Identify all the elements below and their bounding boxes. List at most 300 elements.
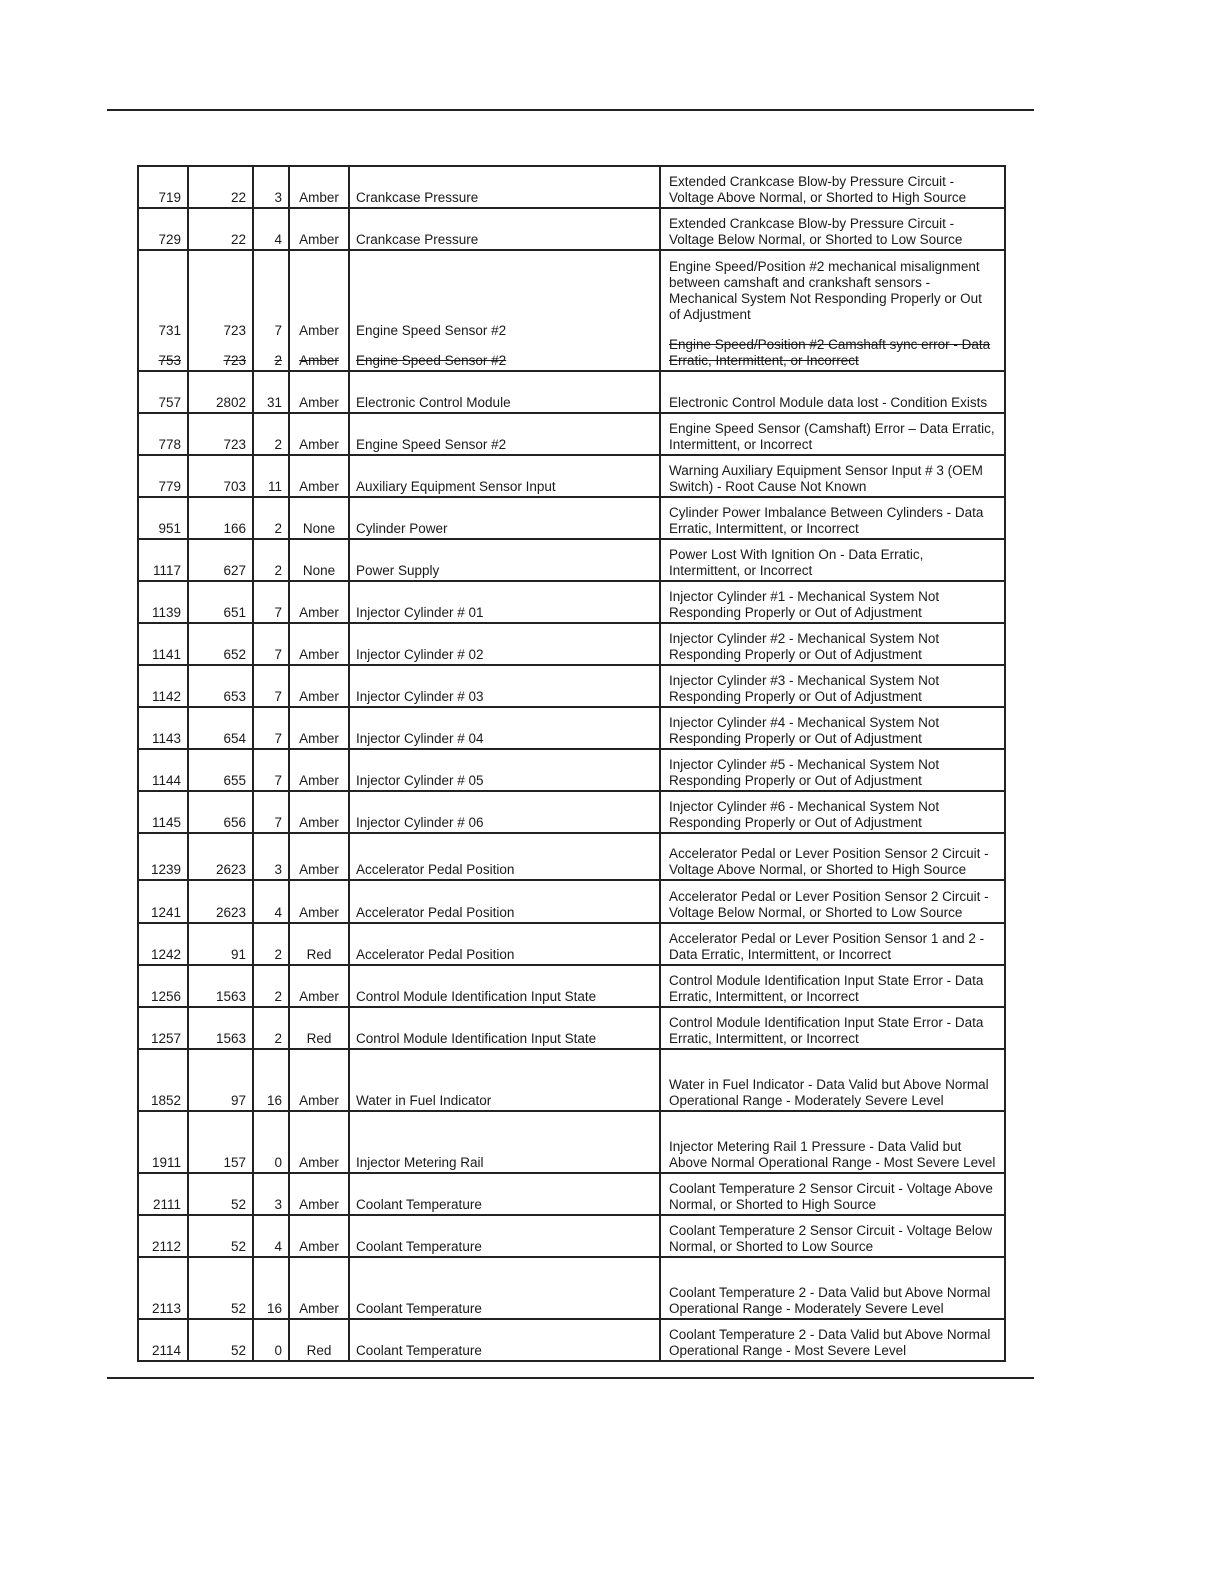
code-text: 729	[158, 232, 181, 247]
component-text: Coolant Temperature	[356, 1301, 482, 1316]
lamp-text: Amber	[299, 773, 339, 788]
fault-code-cell	[138, 665, 188, 707]
code-text: 1117	[152, 563, 181, 578]
fmi-cell	[253, 1111, 289, 1173]
component-text: Cylinder Power	[356, 521, 448, 536]
lamp-text: Red	[306, 947, 332, 962]
description-cell	[660, 455, 1005, 497]
component-cell	[349, 707, 660, 749]
lamp-text: Amber	[299, 989, 339, 1004]
fault-code-table-body	[138, 166, 1005, 1361]
lamp-cell	[289, 665, 349, 707]
spn-cell	[188, 1215, 253, 1257]
spn-text: 2623	[215, 862, 246, 877]
component-cell	[349, 539, 660, 581]
spn-cell	[188, 581, 253, 623]
lamp-cell	[289, 455, 349, 497]
spn-text: 655	[223, 773, 246, 788]
table-row	[138, 497, 1005, 539]
code-text: 2112	[151, 1239, 181, 1254]
component-cell	[349, 1049, 660, 1111]
lamp-cell	[289, 539, 349, 581]
description-cell	[660, 1007, 1005, 1049]
component-text: Auxiliary Equipment Sensor Input	[356, 479, 556, 494]
spn-cell	[188, 1007, 253, 1049]
table-row	[138, 539, 1005, 581]
description-text: Coolant Temperature 2 Sensor Circuit - Voltage Below Normal, or Shorted to Low Source	[669, 1223, 993, 1254]
table-row	[138, 749, 1005, 791]
fmi-cell	[253, 923, 289, 965]
code-text: 719	[158, 190, 181, 205]
description-cell	[660, 371, 1005, 413]
fmi-text: 2	[274, 989, 282, 1004]
component-text: Injector Metering Rail	[356, 1155, 484, 1170]
description-cell	[660, 923, 1005, 965]
fault-code-cell	[138, 1007, 188, 1049]
fmi-cell	[253, 1319, 289, 1361]
fmi-text: 7	[274, 773, 282, 788]
spn-text: 166	[223, 521, 246, 536]
description-text: Accelerator Pedal or Lever Position Sensor 2 Circuit - Voltage Below Normal, or Shorted to Low Source	[669, 889, 989, 920]
fmi-cell	[253, 965, 289, 1007]
component-text: Control Module Identification Input State	[356, 1031, 597, 1046]
spn-text: 703	[223, 479, 246, 494]
spn-cell	[188, 413, 253, 455]
code-text: 731	[158, 323, 181, 338]
code-text: 951	[158, 521, 181, 536]
struck-lamp-text: Amber	[299, 353, 339, 368]
lamp-cell	[289, 1319, 349, 1361]
table-row	[138, 1007, 1005, 1049]
fmi-text: 2	[274, 437, 282, 452]
fmi-text: 3	[274, 190, 282, 205]
table-row	[138, 166, 1005, 208]
code-text: 757	[158, 395, 181, 410]
lamp-text: Amber	[299, 1301, 339, 1316]
description-cell	[660, 707, 1005, 749]
spn-text: 52	[230, 1301, 246, 1316]
component-cell	[349, 581, 660, 623]
spn-cell	[188, 965, 253, 1007]
spn-cell	[188, 1257, 253, 1319]
description-cell	[660, 166, 1005, 208]
table-row	[138, 455, 1005, 497]
fault-code-cell	[138, 965, 188, 1007]
spn-cell	[188, 455, 253, 497]
component-text: Accelerator Pedal Position	[356, 905, 515, 920]
component-cell	[349, 413, 660, 455]
fmi-text: 2	[274, 947, 282, 962]
description-cell	[660, 965, 1005, 1007]
struck-spn-text: 723	[223, 353, 246, 368]
component-text: Crankcase Pressure	[356, 190, 479, 205]
description-cell	[660, 1215, 1005, 1257]
lamp-text: Amber	[299, 479, 339, 494]
spn-text: 656	[223, 815, 246, 830]
table-row	[138, 665, 1005, 707]
fault-code-cell	[138, 250, 188, 371]
spn-cell	[188, 1173, 253, 1215]
spn-cell	[188, 623, 253, 665]
component-cell	[349, 1257, 660, 1319]
description-text: Injector Cylinder #1 - Mechanical System Not Responding Properly or Out of Adjustment	[669, 589, 940, 620]
description-text: Injector Cylinder #5 - Mechanical System Not Responding Properly or Out of Adjustment	[669, 757, 940, 788]
spn-cell	[188, 208, 253, 250]
component-cell	[349, 250, 660, 371]
fmi-cell	[253, 371, 289, 413]
component-text: Water in Fuel Indicator	[356, 1093, 492, 1108]
fmi-cell	[253, 497, 289, 539]
component-text: Injector Cylinder # 05	[356, 773, 484, 788]
lamp-cell	[289, 923, 349, 965]
fault-code-cell	[138, 791, 188, 833]
code-text: 2114	[151, 1343, 181, 1358]
fmi-cell	[253, 749, 289, 791]
description-text: Extended Crankcase Blow-by Pressure Circuit - Voltage Below Normal, or Shorted to Low Source	[669, 216, 963, 247]
spn-cell	[188, 539, 253, 581]
lamp-cell	[289, 250, 349, 371]
component-cell	[349, 497, 660, 539]
lamp-text: Red	[306, 1343, 332, 1358]
description-cell	[660, 1111, 1005, 1173]
component-cell	[349, 1215, 660, 1257]
spn-cell	[188, 749, 253, 791]
description-text: Engine Speed Sensor (Camshaft) Error – Data Erratic, Intermittent, or Incorrect	[669, 421, 995, 452]
spn-text: 652	[223, 647, 246, 662]
fmi-cell	[253, 833, 289, 880]
description-cell	[660, 623, 1005, 665]
description-text: Injector Cylinder #2 - Mechanical System Not Responding Properly or Out of Adjustment	[669, 631, 940, 662]
lamp-cell	[289, 208, 349, 250]
component-text: Coolant Temperature	[356, 1343, 482, 1358]
description-text: Injector Metering Rail 1 Pressure - Data Valid but Above Normal Operational Range - Most Severe Level	[669, 1139, 996, 1170]
component-text: Coolant Temperature	[356, 1197, 482, 1212]
description-cell	[660, 581, 1005, 623]
spn-text: 22	[230, 232, 246, 247]
code-text: 1242	[150, 947, 181, 962]
lamp-cell	[289, 1007, 349, 1049]
fault-code-cell	[138, 166, 188, 208]
fault-code-cell	[138, 1215, 188, 1257]
code-text: 1139	[151, 605, 181, 620]
lamp-cell	[289, 833, 349, 880]
component-cell	[349, 880, 660, 923]
table-row	[138, 1257, 1005, 1319]
lamp-text: None	[302, 563, 336, 578]
fmi-cell	[253, 1257, 289, 1319]
table-row	[138, 371, 1005, 413]
description-cell	[660, 1049, 1005, 1111]
description-text: Electronic Control Module data lost - Condition Exists	[669, 395, 988, 410]
code-text: 2113	[151, 1301, 181, 1316]
fmi-text: 31	[266, 395, 282, 410]
component-cell	[349, 965, 660, 1007]
fmi-text: 7	[274, 731, 282, 746]
spn-cell	[188, 923, 253, 965]
fmi-text: 7	[274, 647, 282, 662]
fmi-text: 0	[274, 1155, 282, 1170]
component-cell	[349, 1007, 660, 1049]
fmi-text: 16	[266, 1093, 282, 1108]
table-row	[138, 1215, 1005, 1257]
fault-code-cell	[138, 623, 188, 665]
fmi-cell	[253, 250, 289, 371]
description-text: Injector Cylinder #6 - Mechanical System Not Responding Properly or Out of Adjustment	[669, 799, 940, 830]
component-text: Injector Cylinder # 02	[356, 647, 484, 662]
fmi-text: 11	[267, 479, 282, 494]
fmi-cell	[253, 707, 289, 749]
description-text: Coolant Temperature 2 - Data Valid but Above Normal Operational Range - Most Severe Level	[669, 1327, 991, 1358]
fault-code-cell	[138, 581, 188, 623]
component-cell	[349, 371, 660, 413]
lamp-cell	[289, 1111, 349, 1173]
spn-text: 723	[223, 437, 246, 452]
table-row	[138, 1049, 1005, 1111]
description-text: Accelerator Pedal or Lever Position Sensor 2 Circuit - Voltage Above Normal, or Shorted to High Source	[669, 846, 989, 877]
table-row	[138, 413, 1005, 455]
fault-code-cell	[138, 497, 188, 539]
lamp-text: Amber	[299, 232, 339, 247]
spn-text: 653	[223, 689, 246, 704]
description-cell	[660, 1173, 1005, 1215]
description-cell	[660, 1257, 1005, 1319]
description-text: Coolant Temperature 2 - Data Valid but Above Normal Operational Range - Moderately Severe Level	[669, 1285, 991, 1316]
component-cell	[349, 166, 660, 208]
spn-cell	[188, 497, 253, 539]
component-text: Injector Cylinder # 04	[356, 731, 484, 746]
component-cell	[349, 623, 660, 665]
header-rule	[107, 109, 1034, 111]
fmi-text: 2	[274, 1031, 282, 1046]
lamp-text: Amber	[299, 905, 339, 920]
code-text: 1256	[150, 989, 181, 1004]
description-text: Control Module Identification Input State Error - Data Erratic, Intermittent, or Incorrect	[669, 973, 984, 1004]
spn-cell	[188, 1319, 253, 1361]
fmi-cell	[253, 1049, 289, 1111]
fmi-cell	[253, 208, 289, 250]
lamp-cell	[289, 581, 349, 623]
lamp-text: None	[302, 521, 336, 536]
table-row	[138, 208, 1005, 250]
spn-cell	[188, 1111, 253, 1173]
fault-code-cell	[138, 1173, 188, 1215]
lamp-text: Amber	[299, 731, 339, 746]
fault-code-cell	[138, 1319, 188, 1361]
table-row	[138, 880, 1005, 923]
lamp-text: Amber	[299, 1155, 339, 1170]
lamp-text: Amber	[299, 862, 339, 877]
struck-description-text: Engine Speed/Position #2 Camshaft sync error - Data Erratic, Intermittent, or Incorrect	[669, 337, 991, 368]
description-cell	[660, 665, 1005, 707]
description-text: Power Lost With Ignition On - Data Erratic, Intermittent, or Incorrect	[669, 547, 924, 578]
spn-text: 91	[230, 947, 246, 962]
spn-cell	[188, 791, 253, 833]
lamp-cell	[289, 623, 349, 665]
description-cell	[660, 208, 1005, 250]
component-cell	[349, 1111, 660, 1173]
fmi-text: 3	[274, 1197, 282, 1212]
description-cell	[660, 749, 1005, 791]
fault-code-table	[137, 165, 1006, 1362]
fmi-cell	[253, 581, 289, 623]
component-cell	[349, 833, 660, 880]
lamp-text: Red	[306, 1031, 332, 1046]
spn-text: 2802	[215, 395, 246, 410]
fmi-text: 7	[274, 605, 282, 620]
lamp-cell	[289, 749, 349, 791]
component-cell	[349, 1173, 660, 1215]
description-text: Accelerator Pedal or Lever Position Sensor 1 and 2 - Data Erratic, Intermittent, or Incorrect	[669, 931, 985, 962]
spn-cell	[188, 371, 253, 413]
component-text: Engine Speed Sensor #2	[356, 323, 507, 338]
lamp-text: Amber	[299, 647, 339, 662]
table-row	[138, 791, 1005, 833]
fault-code-cell	[138, 413, 188, 455]
fault-code-cell	[138, 923, 188, 965]
spn-text: 157	[223, 1155, 246, 1170]
fmi-cell	[253, 539, 289, 581]
description-cell	[660, 880, 1005, 923]
component-text: Coolant Temperature	[356, 1239, 482, 1254]
fault-code-cell	[138, 833, 188, 880]
fmi-cell	[253, 1215, 289, 1257]
fault-code-cell	[138, 539, 188, 581]
description-text: Water in Fuel Indicator - Data Valid but Above Normal Operational Range - Moderately Severe Level	[669, 1077, 989, 1108]
table-row	[138, 833, 1005, 880]
lamp-cell	[289, 880, 349, 923]
lamp-text: Amber	[299, 605, 339, 620]
component-text: Injector Cylinder # 03	[356, 689, 484, 704]
description-cell	[660, 497, 1005, 539]
component-cell	[349, 923, 660, 965]
lamp-cell	[289, 413, 349, 455]
component-cell	[349, 791, 660, 833]
description-text: Control Module Identification Input State Error - Data Erratic, Intermittent, or Incorrect	[669, 1015, 984, 1046]
description-text: Warning Auxiliary Equipment Sensor Input # 3 (OEM Switch) - Root Cause Not Known	[669, 463, 983, 494]
table-row	[138, 1319, 1005, 1361]
code-text: 1144	[151, 773, 181, 788]
component-cell	[349, 455, 660, 497]
fmi-cell	[253, 455, 289, 497]
code-text: 1145	[151, 815, 181, 830]
code-text: 1142	[151, 689, 181, 704]
fault-code-cell	[138, 455, 188, 497]
lamp-cell	[289, 1257, 349, 1319]
lamp-text: Amber	[299, 1239, 339, 1254]
spn-cell	[188, 1049, 253, 1111]
lamp-cell	[289, 497, 349, 539]
fault-code-cell	[138, 1049, 188, 1111]
fmi-cell	[253, 623, 289, 665]
code-text: 1239	[150, 862, 181, 877]
spn-text: 52	[230, 1197, 246, 1212]
component-text: Control Module Identification Input State	[356, 989, 597, 1004]
spn-cell	[188, 880, 253, 923]
spn-text: 97	[230, 1093, 246, 1108]
fmi-cell	[253, 880, 289, 923]
code-text: 1241	[150, 905, 181, 920]
code-text: 2111	[152, 1197, 181, 1212]
fmi-cell	[253, 1173, 289, 1215]
lamp-cell	[289, 1049, 349, 1111]
fmi-text: 3	[274, 862, 282, 877]
fault-code-cell	[138, 707, 188, 749]
table-row	[138, 623, 1005, 665]
component-text: Accelerator Pedal Position	[356, 862, 515, 877]
lamp-text: Amber	[299, 689, 339, 704]
spn-cell	[188, 166, 253, 208]
fmi-cell	[253, 1007, 289, 1049]
component-text: Crankcase Pressure	[356, 232, 479, 247]
fault-code-cell	[138, 1111, 188, 1173]
struck-code-text: 753	[158, 353, 181, 368]
fmi-text: 7	[274, 323, 282, 338]
table-row	[138, 1173, 1005, 1215]
component-cell	[349, 749, 660, 791]
spn-text: 52	[230, 1239, 246, 1254]
fmi-cell	[253, 665, 289, 707]
component-text: Power Supply	[356, 563, 440, 578]
struck-component-text: Engine Speed Sensor #2	[356, 353, 507, 368]
code-text: 1257	[150, 1031, 181, 1046]
table-row	[138, 923, 1005, 965]
description-text: Injector Cylinder #3 - Mechanical System Not Responding Properly or Out of Adjustment	[669, 673, 940, 704]
lamp-text: Amber	[299, 1197, 339, 1212]
spn-text: 654	[223, 731, 246, 746]
description-cell	[660, 413, 1005, 455]
code-text: 778	[158, 437, 181, 452]
fault-code-cell	[138, 208, 188, 250]
description-text: Engine Speed/Position #2 mechanical misalignment between camshaft and crankshaft sensors - Mechanical System Not Responding Properly or Out of Adjustment	[669, 259, 982, 322]
code-text: 1141	[151, 647, 181, 662]
description-cell	[660, 250, 1005, 371]
fmi-cell	[253, 791, 289, 833]
spn-cell	[188, 833, 253, 880]
table-row	[138, 1111, 1005, 1173]
struck-fmi-text: 2	[274, 353, 282, 368]
footer-rule	[107, 1377, 1034, 1379]
lamp-text: Amber	[299, 437, 339, 452]
lamp-text: Amber	[299, 1093, 339, 1108]
code-text: 779	[158, 479, 181, 494]
table-row	[138, 581, 1005, 623]
spn-text: 627	[223, 563, 246, 578]
table-row	[138, 965, 1005, 1007]
code-text: 1143	[151, 731, 181, 746]
lamp-cell	[289, 371, 349, 413]
component-text: Engine Speed Sensor #2	[356, 437, 507, 452]
spn-cell	[188, 250, 253, 371]
lamp-cell	[289, 707, 349, 749]
fmi-text: 0	[274, 1343, 282, 1358]
fmi-text: 2	[274, 563, 282, 578]
table-row	[138, 707, 1005, 749]
component-cell	[349, 1319, 660, 1361]
fmi-text: 7	[274, 689, 282, 704]
description-text: Extended Crankcase Blow-by Pressure Circuit - Voltage Above Normal, or Shorted to High Source	[669, 174, 967, 205]
lamp-cell	[289, 1173, 349, 1215]
spn-text: 52	[230, 1343, 246, 1358]
description-cell	[660, 791, 1005, 833]
fmi-text: 4	[274, 905, 282, 920]
fmi-text: 2	[274, 521, 282, 536]
spn-cell	[188, 665, 253, 707]
fmi-text: 4	[274, 1239, 282, 1254]
spn-text: 723	[223, 323, 246, 338]
spn-text: 22	[230, 190, 246, 205]
description-cell	[660, 1319, 1005, 1361]
spn-text: 1563	[215, 989, 246, 1004]
